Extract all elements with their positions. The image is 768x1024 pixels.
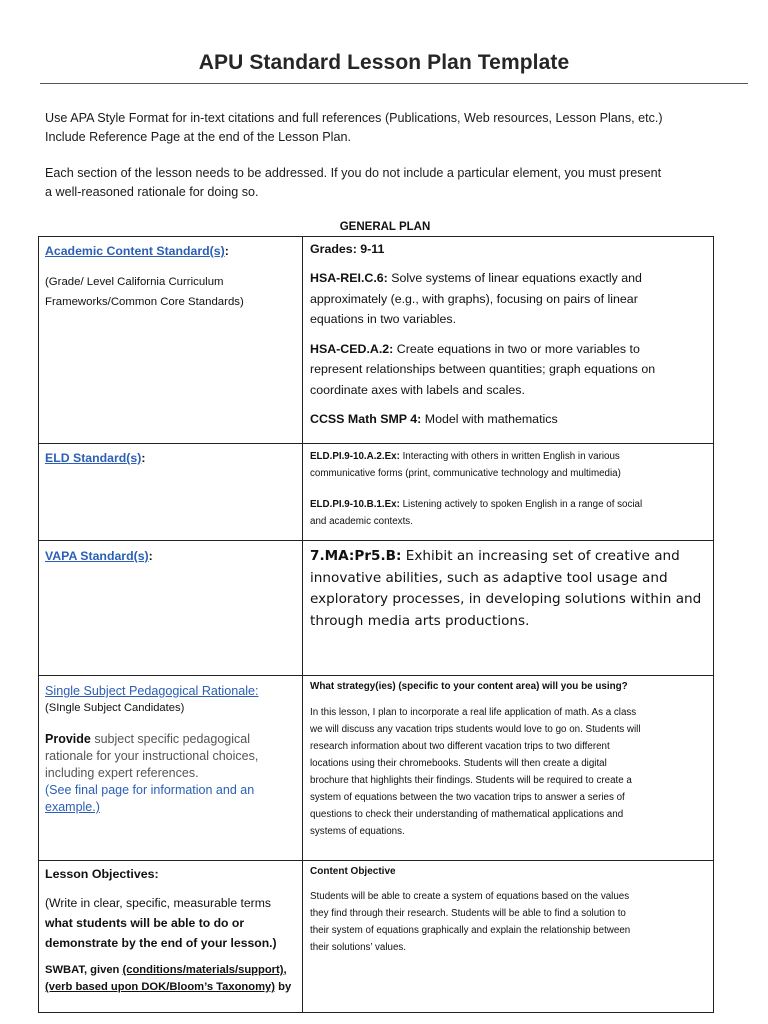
standard-text: Interacting with others in written English in various bbox=[399, 451, 620, 462]
standard-hsa-rei bbox=[310, 268, 713, 330]
rationale-content-cell bbox=[303, 676, 714, 861]
label-colon: : bbox=[148, 549, 153, 563]
standard-code: ELD.PI.9-10.A.2.Ex: bbox=[310, 451, 400, 462]
eld-standards-cell bbox=[303, 444, 714, 541]
eld-label-cell bbox=[39, 444, 303, 541]
standard-hsa-ced bbox=[310, 339, 713, 401]
standard-text: communicative forms (print, communicative technology and multimedia) bbox=[310, 468, 621, 479]
standard-code: HSA-CED.A.2: bbox=[310, 341, 394, 356]
standard-text: and academic contexts. bbox=[310, 516, 413, 527]
academic-standards-link[interactable]: Academic Content Standard(s) bbox=[45, 244, 225, 258]
example-link[interactable]: example.) bbox=[45, 800, 100, 814]
label-colon: : bbox=[141, 451, 146, 465]
standard-code: ELD.PI.9-10.B.1.Ex: bbox=[310, 499, 400, 510]
standard-text: Listening actively to spoken English in a range of social bbox=[399, 499, 643, 510]
academic-label-cell bbox=[39, 237, 303, 444]
objectives-label: Lesson Objectives: bbox=[45, 867, 159, 881]
table-row bbox=[39, 676, 714, 861]
intro-line: a well-reasoned rationale for doing so. bbox=[45, 185, 259, 199]
provide-label: Provide bbox=[45, 732, 91, 746]
objectives-desc: demonstrate by the end of your lesson.) bbox=[45, 936, 277, 950]
objectives-label-cell bbox=[39, 861, 303, 1013]
objective-line: their solutions’ values. bbox=[310, 942, 407, 953]
standard-smp4 bbox=[310, 409, 713, 430]
strategy-answer bbox=[310, 704, 713, 840]
academic-desc: Frameworks/Common Core Standards) bbox=[45, 296, 244, 308]
table-row bbox=[39, 237, 714, 444]
standard-code: 7.MA:Pr5.B: bbox=[310, 548, 402, 564]
objectives-desc: what students will be able to do or bbox=[45, 916, 245, 930]
answer-line: questions to check their understanding of mathematical applications and bbox=[310, 809, 624, 820]
rationale-label-cell bbox=[39, 676, 303, 861]
verb-text: (verb based upon DOK/Bloom’s Taxonomy) bbox=[45, 981, 275, 993]
label-colon: : bbox=[224, 244, 229, 258]
conditions-text: (conditions/materials/support) bbox=[122, 964, 284, 976]
standard-text: equations in two variables. bbox=[310, 312, 457, 326]
answer-line: locations using their chromebooks. Students will then create a digital bbox=[310, 758, 607, 769]
rationale-sub: (SIngle Subject Candidates) bbox=[45, 702, 185, 714]
academic-standards-cell bbox=[303, 237, 714, 444]
standard-text: innovative abilities, such as adaptive tool usage and bbox=[310, 569, 668, 586]
content-objective-title: Content Objective bbox=[310, 866, 396, 877]
standard-text: Model with mathematics bbox=[421, 412, 558, 426]
standard-code: CCSS Math SMP 4: bbox=[310, 412, 422, 426]
title-divider bbox=[40, 83, 748, 84]
standard-text: through media arts productions. bbox=[310, 612, 530, 629]
rationale-text: subject specific pedagogical bbox=[90, 732, 250, 746]
general-plan-table bbox=[38, 236, 714, 1013]
swbat-text: SWBAT, given bbox=[45, 964, 123, 976]
objectives-desc: (Write in clear, specific, measurable terms bbox=[45, 896, 271, 910]
intro-line: Use APA Style Format for in-text citations and full references (Publications, Web resources, Lesson Plans, etc.) bbox=[45, 111, 663, 125]
academic-desc: (Grade/ Level California Curriculum bbox=[45, 276, 224, 288]
rationale-link[interactable]: Single Subject Pedagogical Rationale: bbox=[45, 684, 259, 698]
vapa-standards-link[interactable]: VAPA Standard(s) bbox=[45, 549, 149, 563]
standard-text: represent relationships between quantities; graph equations on bbox=[310, 362, 656, 376]
page-title: APU Standard Lesson Plan Template bbox=[198, 51, 570, 74]
standard-text: exploratory processes, in developing solutions within and bbox=[310, 591, 702, 607]
see-final-page-link[interactable]: (See final page for information and an bbox=[45, 783, 255, 797]
intro-line: Each section of the lesson needs to be addressed. If you do not include a particular element, you must present bbox=[45, 166, 662, 180]
grades: Grades: 9-11 bbox=[310, 242, 385, 256]
intro-paragraph-1 bbox=[45, 109, 735, 147]
vapa-standards-cell bbox=[303, 541, 714, 676]
table-row bbox=[39, 444, 714, 541]
answer-line: systems of equations. bbox=[310, 826, 405, 837]
standard-text: Solve systems of linear equations exactly and bbox=[387, 271, 642, 285]
objective-line: they find through their research. Students will be able to find a solution to bbox=[310, 908, 626, 919]
vapa-label-cell bbox=[39, 541, 303, 676]
objectives-content-cell bbox=[303, 861, 714, 1013]
answer-line: In this lesson, I plan to incorporate a real life application of math. As a class bbox=[310, 707, 637, 718]
standard-text: coordinate axes with labels and scales. bbox=[310, 382, 525, 397]
intro-line: Include Reference Page at the end of the Lesson Plan. bbox=[45, 130, 351, 144]
answer-line: we will discuss any vacation trips students would love to go on. Students will bbox=[310, 724, 641, 735]
comma: , bbox=[283, 964, 287, 976]
table-row bbox=[39, 541, 714, 676]
content-objective-text bbox=[310, 888, 713, 956]
answer-line: brochure that highlights their findings. Students will be required to create a bbox=[310, 775, 632, 786]
strategy-question: What strategy(ies) (specific to your content area) will you be using? bbox=[310, 681, 628, 692]
answer-line: research information about two different vacation trips to two different bbox=[310, 741, 610, 752]
standard-text: approximately (e.g., with graphs), focusing on pairs of linear bbox=[310, 291, 638, 306]
standard-code: HSA-REI.C.6: bbox=[310, 271, 388, 285]
objective-line: Students will be able to create a system of equations based on the values bbox=[310, 891, 630, 902]
rationale-text: rationale for your instructional choices, bbox=[45, 749, 259, 763]
objective-line: their system of equations graphically and explain the relationship between bbox=[310, 925, 631, 936]
standard-text: Exhibit an increasing set of creative and bbox=[401, 548, 680, 564]
answer-line: system of equations between the two vacation trips to answer a series of bbox=[310, 792, 625, 803]
intro-paragraph-2 bbox=[45, 164, 735, 202]
rationale-text: including expert references. bbox=[45, 766, 199, 780]
by-text: by bbox=[275, 981, 292, 993]
eld-standards-link[interactable]: ELD Standard(s) bbox=[45, 451, 142, 465]
standard-text: Create equations in two or more variables to bbox=[393, 341, 640, 356]
table-row bbox=[39, 861, 714, 1013]
section-title: GENERAL PLAN bbox=[339, 221, 431, 233]
